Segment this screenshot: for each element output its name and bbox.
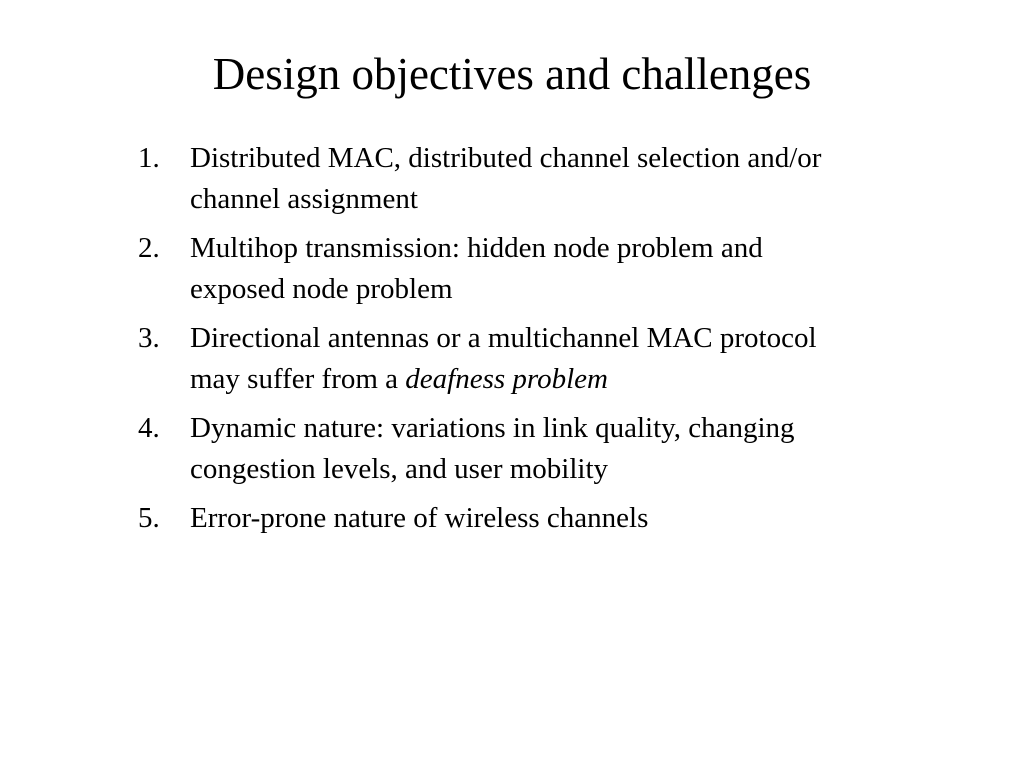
list-item-3	[138, 318, 958, 400]
item-text	[190, 498, 958, 539]
item-emphasis: deafness problem	[405, 363, 608, 395]
item-text	[190, 408, 958, 490]
item-line: channel assignment	[190, 183, 418, 215]
list-item-1	[138, 138, 958, 220]
item-line: Directional antennas or a multichannel MAC protocol	[190, 322, 817, 354]
item-number: 2.	[138, 232, 160, 264]
item-text	[190, 318, 958, 400]
item-line: Distributed MAC, distributed channel selection and/or	[190, 142, 822, 174]
item-line: Dynamic nature: variations in link quality, changing	[190, 412, 795, 444]
numbered-list	[138, 138, 958, 547]
list-item-4	[138, 408, 958, 490]
item-line: Error-prone nature of wireless channels	[190, 502, 649, 534]
item-number: 3.	[138, 322, 160, 354]
list-item-2	[138, 228, 958, 310]
item-number: 4.	[138, 412, 160, 444]
item-line-prefix: may suffer from a	[190, 363, 406, 395]
slide-title: Design objectives and challenges	[212, 49, 812, 99]
item-text	[190, 228, 958, 310]
item-number: 5.	[138, 502, 160, 534]
item-line: Multihop transmission: hidden node problem and	[190, 232, 763, 264]
item-line: exposed node problem	[190, 273, 453, 305]
list-item-5	[138, 498, 958, 539]
item-text	[190, 138, 958, 220]
item-line: congestion levels, and user mobility	[190, 453, 609, 485]
item-number: 1.	[138, 142, 160, 174]
